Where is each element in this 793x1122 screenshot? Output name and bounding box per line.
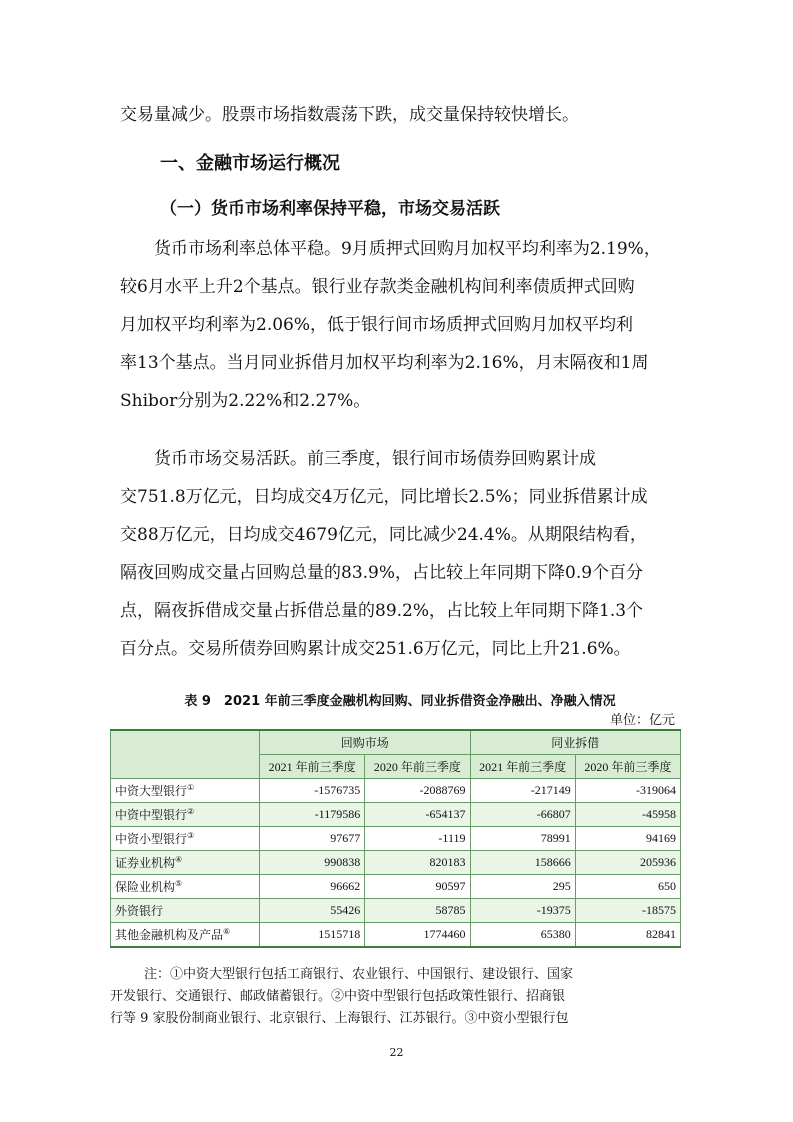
table-cell: 90597 — [365, 875, 470, 899]
table-cell: 58785 — [365, 899, 470, 923]
table-cell: 82841 — [575, 923, 680, 948]
paragraph-line: 点，隔夜拆借成交量占拆借总量的89.2%，占比较上年同期下降1.3个 — [120, 601, 644, 621]
paragraph-line: 月加权平均利率为2.06%，低于银行间市场质押式回购月加权平均利 — [120, 315, 634, 335]
column-header: 2020 年前三季度 — [365, 755, 470, 779]
table-cell: -66807 — [470, 803, 575, 827]
table-row — [111, 779, 681, 803]
table-cell: -2088769 — [365, 779, 470, 803]
table-footnote — [110, 964, 685, 1030]
table-row — [111, 827, 681, 851]
table-corner-cell — [111, 730, 260, 779]
table-cell: 990838 — [260, 851, 365, 875]
table-cell: 96662 — [260, 875, 365, 899]
paragraph-money-market-trading — [120, 440, 680, 668]
column-header: 2021 年前三季度 — [260, 755, 365, 779]
paragraph-line: 货币市场利率总体平稳。9月质押式回购月加权平均利率为2.19%， — [154, 239, 661, 259]
column-header: 2020 年前三季度 — [575, 755, 680, 779]
table-cell: -1576735 — [260, 779, 365, 803]
footnote-mark: ⑥ — [223, 927, 231, 936]
page-number: 22 — [389, 1046, 404, 1059]
table-cell: 65380 — [470, 923, 575, 948]
table-cell: -654137 — [365, 803, 470, 827]
subsection-heading: （一）货币市场利率保持平稳，市场交易活跃 — [160, 199, 500, 219]
table-row — [111, 875, 681, 899]
group-header-interbank-lending: 同业拆借 — [470, 730, 681, 755]
paragraph-line: 交751.8万亿元，日均成交4万亿元，同比增长2.5%；同业拆借累计成 — [120, 487, 648, 507]
table-row — [111, 803, 681, 827]
paragraph-line: 率13个基点。当月同业拆借月加权平均利率为2.16%，月末隔夜和1周 — [120, 353, 649, 373]
table-row — [111, 851, 681, 875]
table-cell: 1774460 — [365, 923, 470, 948]
table-cell: 295 — [470, 875, 575, 899]
row-label: 其他金融机构及产品⑥ — [111, 923, 260, 948]
table-cell: -19375 — [470, 899, 575, 923]
intro-paragraph — [120, 96, 680, 134]
footnote-mark: ② — [187, 807, 195, 816]
footnote-mark: ⑤ — [175, 879, 183, 888]
table-title: 表 9 2021 年前三季度金融机构回购、同业拆借资金净融出、净融入情况 — [184, 694, 616, 709]
table-cell: 94169 — [575, 827, 680, 851]
paragraph-line: 交88万亿元，日均成交4679亿元，同比减少24.4%。从期限结构看， — [120, 525, 647, 545]
row-label: 外资银行 — [111, 899, 260, 923]
table-cell: 78991 — [470, 827, 575, 851]
table-cell: 97677 — [260, 827, 365, 851]
table-cell: 55426 — [260, 899, 365, 923]
section-heading: 一、金融市场运行概况 — [160, 153, 340, 174]
paragraph-line: 较6月水平上升2个基点。银行业存款类金融机构间利率债质押式回购 — [120, 277, 635, 297]
table-row — [111, 899, 681, 923]
net-financing-table — [110, 729, 681, 948]
footnote-mark: ③ — [187, 831, 195, 840]
table-cell: -1119 — [365, 827, 470, 851]
note-line: 行等 9 家股份制商业银行、北京银行、上海银行、江苏银行。③中资小型银行包 — [110, 1011, 569, 1026]
row-label: 保险业机构⑤ — [111, 875, 260, 899]
footnote-mark: ④ — [175, 855, 183, 864]
row-label: 中资大型银行① — [111, 779, 260, 803]
note-line: 开发银行、交通银行、邮政储蓄银行。②中资中型银行包括政策性银行、招商银 — [110, 989, 566, 1004]
footnote-mark: ① — [187, 783, 195, 792]
table-cell: -45958 — [575, 803, 680, 827]
paragraph-line: 货币市场交易活跃。前三季度，银行间市场债券回购累计成 — [154, 449, 596, 469]
table-cell: 820183 — [365, 851, 470, 875]
table-cell: -18575 — [575, 899, 680, 923]
column-header: 2021 年前三季度 — [470, 755, 575, 779]
paragraph-line: 百分点。交易所债券回购累计成交251.6万亿元，同比上升21.6%。 — [120, 639, 631, 659]
row-label: 证券业机构④ — [111, 851, 260, 875]
note-line: 注：①中资大型银行包括工商银行、农业银行、中国银行、建设银行、国家 — [144, 967, 574, 982]
table-unit: 单位：亿元 — [609, 713, 675, 728]
paragraph-line: Shibor分别为2.22%和2.27%。 — [120, 391, 371, 411]
row-label: 中资小型银行③ — [111, 827, 260, 851]
table-cell: -319064 — [575, 779, 680, 803]
table-cell: 205936 — [575, 851, 680, 875]
table-cell: 650 — [575, 875, 680, 899]
paragraph-money-market-rates — [120, 230, 680, 420]
table-row — [111, 923, 681, 948]
intro-line: 交易量减少。股票市场指数震荡下跌，成交量保持较快增长。 — [120, 105, 579, 125]
row-label: 中资中型银行② — [111, 803, 260, 827]
table-cell: 1515718 — [260, 923, 365, 948]
table-cell: -217149 — [470, 779, 575, 803]
table-cell: -1179586 — [260, 803, 365, 827]
group-header-repo: 回购市场 — [260, 730, 471, 755]
paragraph-line: 隔夜回购成交量占回购总量的83.9%，占比较上年同期下降0.9个百分 — [120, 563, 644, 583]
table-cell: 158666 — [470, 851, 575, 875]
